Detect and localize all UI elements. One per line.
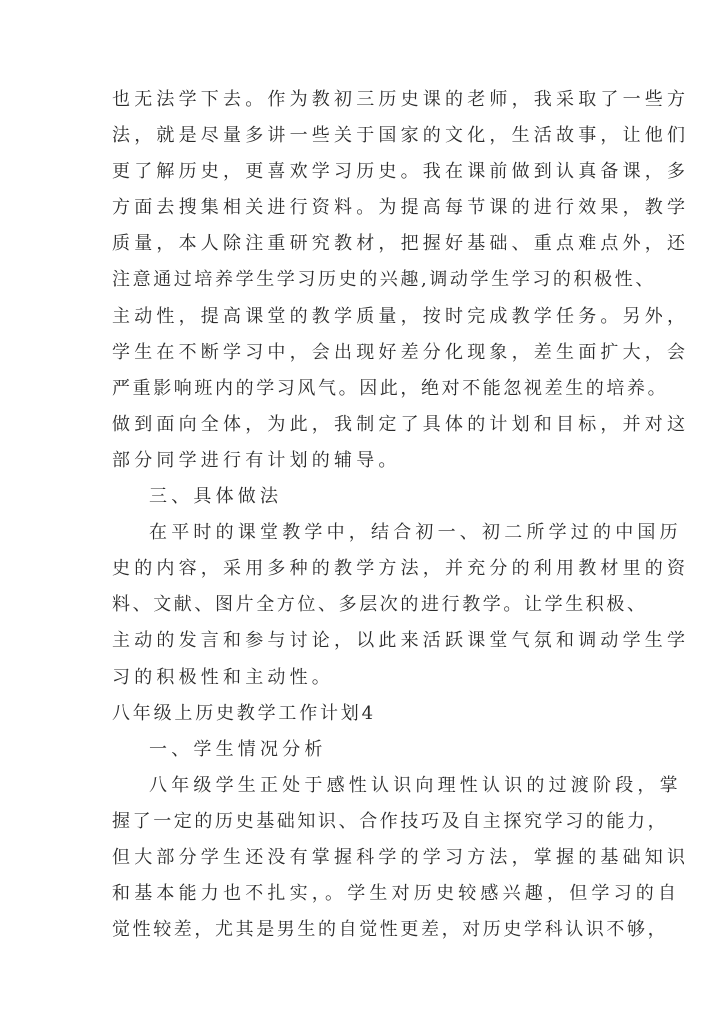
paragraph-line: 也无法学下去。作为教初三历史课的老师，我采取了一些方: [112, 89, 690, 110]
paragraph-line: 做到面向全体，为此，我制定了具体的计划和目标，并对这: [112, 413, 690, 435]
paragraph-line: 更了解历史，更喜欢学习历史。我在课前做到认真备课，多: [112, 161, 690, 183]
paragraph-line: 方面去搜集相关进行资料。为提高每节课的进行效果，教学: [112, 197, 690, 219]
paragraph-line: 主动的发言和参与讨论，以此来活跃课堂气氛和调动学生学: [112, 630, 690, 652]
paragraph-line: 史的内容，采用多种的教学方法，并充分的利用教材里的资: [112, 558, 690, 580]
paragraph-line: 法，就是尽量多讲一些关于国家的文化，生活故事，让他们: [112, 125, 690, 147]
document-title: 八年级上历史教学工作计划4: [112, 702, 376, 724]
paragraph-line: 部分同学进行有计划的辅导。: [112, 449, 401, 471]
paragraph-line: 注意通过培养学生学习历史的兴趣,调动学生学习的积极性、: [112, 269, 656, 291]
section-heading: 三、具体做法: [149, 486, 283, 508]
paragraph-line: 学生在不断学习中，会出现好差分化现象，差生面扩大，会: [112, 341, 690, 363]
section-heading: 一、学生情况分析: [149, 738, 327, 760]
paragraph-line: 料、文献、图片全方位、多层次的进行教学。让学生积极、: [112, 594, 648, 616]
paragraph-line: 质量，本人除注重研究教材，把握好基础、重点难点外，还: [112, 233, 690, 255]
paragraph-line: 和基本能力也不扎实，。学生对历史较感兴趣，但学习的自: [112, 883, 681, 905]
paragraph-line: 严重影响班内的学习风气。因此，绝对不能忽视差生的培养。: [112, 377, 669, 399]
paragraph-line: 主动性，提高课堂的教学质量，按时完成教学任务。另外，: [112, 305, 690, 327]
paragraph-line: 八年级学生正处于感性认识向理性认识的过渡阶段，掌: [149, 774, 682, 796]
document-body: [112, 82, 690, 948]
paragraph-line: 觉性较差，尤其是男生的自觉性更差，对历史学科认识不够，: [112, 919, 669, 941]
paragraph-line: 握了一定的历史基础知识、合作技巧及自主探究学习的能力，: [112, 810, 669, 832]
paragraph-line: 但大部分学生还没有掌握科学的学习方法，掌握的基础知识: [112, 846, 690, 868]
paragraph-line: 习的积极性和主动性。: [112, 666, 334, 688]
paragraph-line: 在平时的课堂教学中，结合初一、初二所学过的中国历: [149, 522, 682, 544]
